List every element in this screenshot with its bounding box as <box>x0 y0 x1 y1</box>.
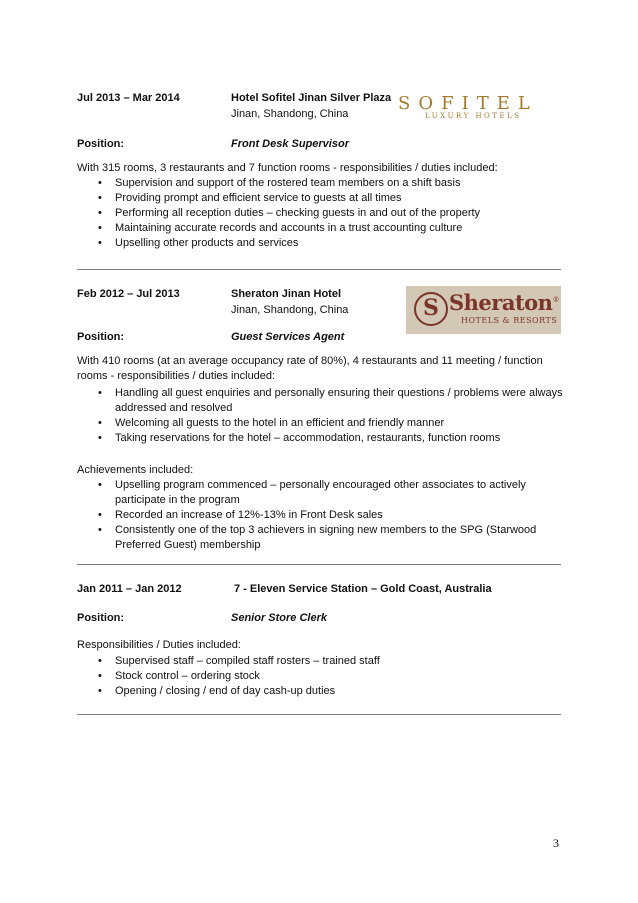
bullet-icon: • <box>98 207 102 219</box>
job2-position-title: Guest Services Agent <box>231 331 345 343</box>
list-item: • Welcoming all guests to the hotel in an efficient and friendly manner <box>98 417 445 429</box>
list-item: • Taking reservations for the hotel – accommodation, restaurants, function rooms <box>98 432 501 444</box>
section-divider <box>77 564 561 565</box>
job1-position-title: Front Desk Supervisor <box>231 138 349 150</box>
job3-position-title: Senior Store Clerk <box>231 612 327 624</box>
job2-location: Jinan, Shandong, China <box>231 304 349 316</box>
job3-position-label: Position: <box>77 612 125 624</box>
sheraton-emblem-icon: S <box>414 292 448 326</box>
bullet-icon: • <box>98 432 102 444</box>
bullet-icon: • <box>98 685 102 697</box>
job1-intro: With 315 rooms, 3 restaurants and 7 function rooms - responsibilities / duties included: <box>77 162 498 174</box>
bullet-icon: • <box>98 222 102 234</box>
list-item: • Handling all guest enquiries and personally ensuring their questions / problems were always addressed and resolved <box>98 387 563 414</box>
bullet-icon: • <box>98 177 102 189</box>
job2-achievements-list <box>77 478 536 553</box>
list-item: • Stock control – ordering stock <box>98 670 260 682</box>
sheraton-logo-subtitle: HOTELS & RESORTS <box>461 316 558 325</box>
list-item: • Upselling other products and services <box>98 237 299 249</box>
bullet-icon: • <box>98 670 102 682</box>
bullet-icon: • <box>98 192 102 204</box>
job3-intro: Responsibilities / Duties included: <box>77 639 241 651</box>
job1-dates: Jul 2013 – Mar 2014 <box>77 92 180 104</box>
sheraton-logo <box>406 286 561 334</box>
list-item: • Providing prompt and efficient service to guests at all times <box>98 192 402 204</box>
bullet-icon: • <box>98 655 102 667</box>
job1-location: Jinan, Shandong, China <box>231 108 349 120</box>
sheraton-logo-word: Sheraton® <box>449 290 559 315</box>
list-item: • Maintaining accurate records and accounts in a trust accounting culture <box>98 222 463 234</box>
page-number: 3 <box>553 836 559 850</box>
list-item: • Performing all reception duties – checking guests in and out of the property <box>98 207 481 219</box>
list-item: • Upselling program commenced – personally encouraged other associates to actively participate in the program <box>98 479 526 506</box>
job2-employer: Sheraton Jinan Hotel <box>231 288 342 300</box>
job2-achievements-label: Achievements included: <box>77 464 194 476</box>
job3-dates: Jan 2011 – Jan 2012 <box>77 583 182 595</box>
bullet-icon: • <box>98 479 102 491</box>
section-divider <box>77 269 561 270</box>
job2-position-label: Position: <box>77 331 125 343</box>
bullet-icon: • <box>98 237 102 249</box>
job1-duties-list <box>77 176 480 251</box>
bullet-icon: • <box>98 524 102 536</box>
sofitel-logo <box>392 91 545 125</box>
job2-dates: Feb 2012 – Jul 2013 <box>77 288 180 300</box>
bullet-icon: • <box>98 509 102 521</box>
list-item: • Opening / closing / end of day cash-up duties <box>98 685 336 697</box>
bullet-icon: • <box>98 417 102 429</box>
bullet-icon: • <box>98 387 102 399</box>
sofitel-logo-subtitle: LUXURY HOTELS <box>425 112 522 120</box>
list-item: • Supervision and support of the rostered team members on a shift basis <box>98 177 461 189</box>
sofitel-logo-word: SOFITEL <box>398 93 538 114</box>
section-divider <box>77 714 561 715</box>
job2-duties-list <box>77 386 563 446</box>
job1-position-label: Position: <box>77 138 125 150</box>
job2-intro: With 410 rooms (at an average occupancy rate of 80%), 4 restaurants and 11 meeting / function rooms - responsibilities / duties included: <box>77 355 543 382</box>
list-item: • Supervised staff – compiled staff rosters – trained staff <box>98 655 380 667</box>
list-item: • Recorded an increase of 12%-13% in Front Desk sales <box>98 509 383 521</box>
job3-duties-list <box>77 654 380 699</box>
job1-employer: Hotel Sofitel Jinan Silver Plaza <box>231 92 392 104</box>
list-item: • Consistently one of the top 3 achievers in signing new members to the SPG (Starwood Preferred Guest) membership <box>98 524 537 551</box>
job3-employer: 7 - Eleven Service Station – Gold Coast, Australia <box>234 583 492 595</box>
